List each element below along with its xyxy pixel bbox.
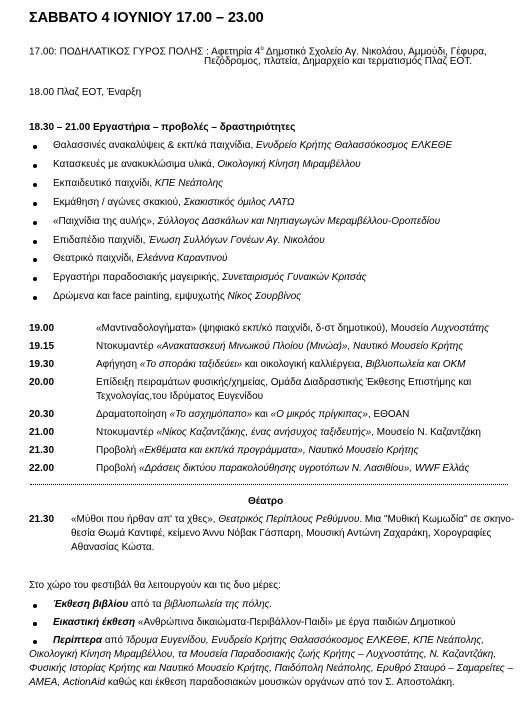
schedule-entry-text: και οικολογική καλλιέργεια, bbox=[242, 359, 366, 370]
workshops-heading: 18.30 – 21.00 Εργαστήρια – προβολές – δραστηριότητες bbox=[29, 122, 296, 133]
schedule-entry-text: Αφήγηση bbox=[96, 359, 140, 370]
page-title: ΣΑΒΒΑΤΟ 4 ΙΟΥΝΙΟΥ 17.00 – 23.00 bbox=[29, 10, 264, 26]
kiosks-orgs-4: ΑΜΕΑ, ActionAid bbox=[29, 677, 106, 688]
schedule-entry-text: «Μαντιναδολογήματα» (ψηφιακό εκπ/κό παιχνίδι, δ-στ δημοτικού), Μουσείο bbox=[96, 323, 432, 334]
workshop-item bbox=[53, 235, 325, 247]
opening-line bbox=[29, 87, 141, 99]
bullet-icon bbox=[33, 183, 37, 187]
book-fair-label: Έκθεση βιβλίου bbox=[53, 599, 129, 610]
bullet-icon bbox=[33, 221, 37, 225]
schedule-entry-text: «Εκθέματα και εκπ/κά προγράμματα», Ναυτικό Μουσείο Κρήτης bbox=[138, 445, 419, 456]
festival-kiosks-line-4 bbox=[29, 677, 455, 689]
schedule-entry-text: «Ο μικρός πρίγκιπας» bbox=[270, 409, 368, 420]
theatre-time: 21.30 bbox=[29, 514, 55, 525]
schedule-entry bbox=[96, 341, 463, 353]
schedule-entry-text: , Μουσείο Ν. Καζαντζάκη bbox=[371, 427, 481, 438]
workshop-item bbox=[53, 253, 228, 265]
kiosks-instruments: καθώς και έκθεση παραδοσιακών μουσικών οργάνων από τον Σ. Αποστολάκη. bbox=[105, 677, 455, 688]
kiosks-orgs-1: Ίδρυμα Ευγενίδου, Ενυδρείο Κρήτης Θαλασσόκοσμος ΕΛΚΕΘΕ, ΚΠΕ Νεάπολης, bbox=[125, 635, 485, 646]
book-fair-mid: από τα bbox=[128, 599, 165, 610]
workshop-organizer: Οικολογική Κίνηση Μιραμβέλλου bbox=[217, 158, 361, 170]
dotted-separator bbox=[30, 484, 508, 485]
festival-kiosks-line-2: Οικολογική Κίνηση Μιραμβέλλου, τα Μουσεία Παραδοσιακής ζωής Κρήτης – Λυχνοστάτης, Ν. Καζαντζάκη, bbox=[29, 649, 497, 660]
bullet-icon bbox=[33, 277, 37, 281]
workshop-organizer: Ελεάννα Καραντινού bbox=[136, 253, 228, 265]
festival-kiosks-line-1 bbox=[53, 635, 484, 647]
theatre-line-3: Αθανασίας Κώστα. bbox=[71, 542, 155, 553]
theatre-line-2: θεσία Θωμά Καντιφέ, κείμενο Άννυ Νόβακ Γάσπαρη, Μουσική Αντώνη Ζαχαράκη, Χορογραφίες bbox=[71, 528, 492, 539]
theatre-company: Θεατρικός Περίπλους Ρεθύμνου bbox=[218, 514, 360, 525]
workshop-organizer: Σύλλογος Δασκάλων και Νηπιαγωγών Μεραμβέλλου-Οροπεδίου bbox=[157, 215, 441, 227]
workshop-activity: Θαλασσινές ανακαλύψεις & εκπ/κά παιχνίδια, bbox=[53, 140, 257, 151]
workshop-item bbox=[53, 197, 295, 209]
schedule-entry-text: και bbox=[252, 409, 271, 420]
workshop-item bbox=[53, 291, 301, 303]
schedule-entry-text: , ΕΘΟΑΝ bbox=[367, 409, 410, 420]
workshop-item bbox=[53, 272, 367, 284]
bullet-icon bbox=[33, 604, 37, 608]
schedule-entry-text: «Δράσεις δικτύου παρακολούθησης υγροτόπων Ν. Λασιθίου», WWF Ελλάς bbox=[138, 463, 470, 474]
workshop-organizer: Σκακιστικός όμιλος ΛΑΤΩ bbox=[183, 196, 295, 208]
schedule-time: 22.00 bbox=[29, 463, 55, 474]
festival-intro: Στο χώρο του φεστιβάλ θα λειτουργούν και τις δυο μέρες: bbox=[29, 580, 281, 591]
schedule-entry bbox=[96, 377, 471, 389]
intro-event: ΠΟΔΗΛΑΤΙΚΟΣ ΓΥΡΟΣ ΠΟΛΗΣ bbox=[59, 46, 204, 58]
workshop-item bbox=[53, 178, 223, 190]
opening-text: Πλαζ ΕΟΤ, Έναρξη bbox=[56, 87, 142, 98]
theatre-line-1 bbox=[71, 514, 514, 526]
schedule-time: 20.30 bbox=[29, 409, 55, 420]
workshop-activity: Κατασκευές με ανακυκλώσιμα υλικά, bbox=[53, 158, 218, 170]
workshop-organizer: Ενυδρείο Κρήτης Θαλασσόκοσμος ΕΛΚΕΘΕ bbox=[256, 140, 453, 151]
bullet-icon bbox=[33, 640, 37, 644]
bullet-icon bbox=[33, 240, 37, 244]
workshop-activity: Εργαστήρι παραδοσιακής μαγειρικής, bbox=[53, 272, 223, 284]
kiosks-from: από bbox=[102, 635, 126, 646]
intro-route-text-2: Δημοτικό Σχολείο Αγ. Νικολάου, Αμμούδι, Γέφυρα, bbox=[263, 46, 487, 58]
schedule-entry-text: «Νίκος Καζαντζάκης, ένας ανήσυχος ταξιδευτής» bbox=[156, 427, 372, 438]
art-exhibit-desc: «Ανθρώπινα δικαιώματα-Περιβάλλον-Παιδί» με έργα παιδιών Δημοτικού bbox=[135, 617, 456, 628]
schedule-entry bbox=[96, 323, 489, 335]
schedule-entry-text: Δραματοποίηση bbox=[96, 409, 170, 420]
workshop-organizer: ΚΠΕ Νεάπολης bbox=[154, 177, 224, 189]
opening-time: 18.00 bbox=[29, 87, 55, 98]
workshop-activity: Επιδαπέδιο παιχνίδι, bbox=[53, 234, 149, 246]
schedule-entry bbox=[96, 463, 469, 475]
schedule-entry-text: Ντοκυμαντέρ bbox=[96, 341, 157, 352]
workshop-activity: Δρώμενα και face painting, εμψυχωτής bbox=[53, 291, 228, 303]
kiosks-label: Περίπτερα bbox=[53, 635, 103, 646]
intro-time: 17.00: bbox=[29, 46, 57, 58]
schedule-entry-text: Προβολή bbox=[96, 445, 139, 456]
workshop-activity: Θεατρικό παιχνίδι, bbox=[53, 253, 137, 265]
art-exhibit-label: Εικαστική έκθεση bbox=[53, 617, 136, 628]
schedule-entry-text: Βιβλιοπωλεία και ΟΚΜ bbox=[365, 359, 466, 370]
festival-book-fair bbox=[53, 599, 272, 611]
workshop-item bbox=[53, 140, 452, 152]
theatre-heading: Θέατρο bbox=[248, 496, 284, 507]
workshop-activity: Εκπαιδευτικό παιχνίδι, bbox=[53, 177, 155, 189]
schedule-entry-text: Επίδειξη πειραμάτων φυσικής/χημείας, Ομάδα Διαδραστικής Έκθεσης Επιστήμης και bbox=[96, 377, 472, 388]
workshop-organizer: Συνεταιρισμός Γυναικών Κριτσάς bbox=[222, 272, 367, 284]
festival-art-exhibit bbox=[53, 617, 456, 629]
schedule-time: 19.30 bbox=[29, 359, 55, 370]
schedule-entry bbox=[96, 409, 409, 421]
schedule-entry-text: Ντοκυμαντέρ bbox=[96, 427, 157, 438]
schedule-time: 21.30 bbox=[29, 445, 55, 456]
workshop-activity: Εκμάθηση / αγώνες σκακιού, bbox=[53, 196, 184, 208]
schedule-entry-text: «Το ασχημόπαπο» bbox=[169, 409, 253, 420]
theatre-desc: . Μια "Μυθική Κωμωδία" σε σκηνο- bbox=[359, 514, 515, 525]
intro-route-text: : Αφετηρία 4 bbox=[206, 46, 261, 58]
schedule-entry bbox=[96, 427, 481, 439]
festival-kiosks-line-3: Φυσικής Ιστορίας Κρήτης και Ναυτικό Μουσείο Κρήτης, Παιδόπολη Νεάπολης, Ερυθρό Σταυρό – Σαμαρείτες – bbox=[29, 663, 514, 674]
schedule-time: 19.15 bbox=[29, 341, 55, 352]
bullet-icon bbox=[33, 622, 37, 626]
schedule-entry bbox=[96, 359, 466, 371]
intro-route-sup: ο bbox=[260, 46, 264, 52]
workshop-organizer: Νίκος Σουρβίνος bbox=[227, 291, 302, 303]
schedule-entry-text: Προβολή bbox=[96, 463, 139, 474]
bullet-icon bbox=[33, 202, 37, 206]
book-fair-source: βιβλιοπωλεία της πόλης. bbox=[164, 599, 273, 610]
workshop-item bbox=[53, 216, 440, 228]
bullet-icon bbox=[33, 164, 37, 168]
schedule-time: 20.00 bbox=[29, 377, 55, 388]
schedule-entry bbox=[96, 445, 418, 457]
intro-line-2: Πεζόδρομος, πλατεία, Δημαρχείο και τερματισμός Πλαζ ΕΟΤ. bbox=[204, 56, 473, 67]
bullet-icon bbox=[33, 145, 37, 149]
theatre-play-title: «Μύθοι που ήρθαν απ' τα χθες», bbox=[71, 514, 219, 525]
schedule-entry-line-2: Τεχνολογίας,του Ιδρύματος Ευγενίδου bbox=[96, 391, 264, 402]
workshop-activity: «Παιχνίδια της αυλής», bbox=[53, 215, 158, 227]
workshop-item bbox=[53, 159, 361, 171]
schedule-time: 19.00 bbox=[29, 323, 55, 334]
schedule-entry-text: «Ανακατασκευή Μινωικού Πλοίου (Μινώα)», Ναυτικό Μουσείο Κρήτης bbox=[156, 341, 464, 352]
bullet-icon bbox=[33, 296, 37, 300]
schedule-entry-text: Λυχνοστάτης bbox=[431, 323, 489, 334]
schedule-entry-text: «Το σποράκι ταξιδεύει» bbox=[139, 359, 243, 370]
bullet-icon bbox=[33, 258, 37, 262]
workshop-organizer: Ένωση Συλλόγων Γονέων Αγ. Νικολάου bbox=[148, 234, 325, 246]
schedule-time: 21.00 bbox=[29, 427, 55, 438]
